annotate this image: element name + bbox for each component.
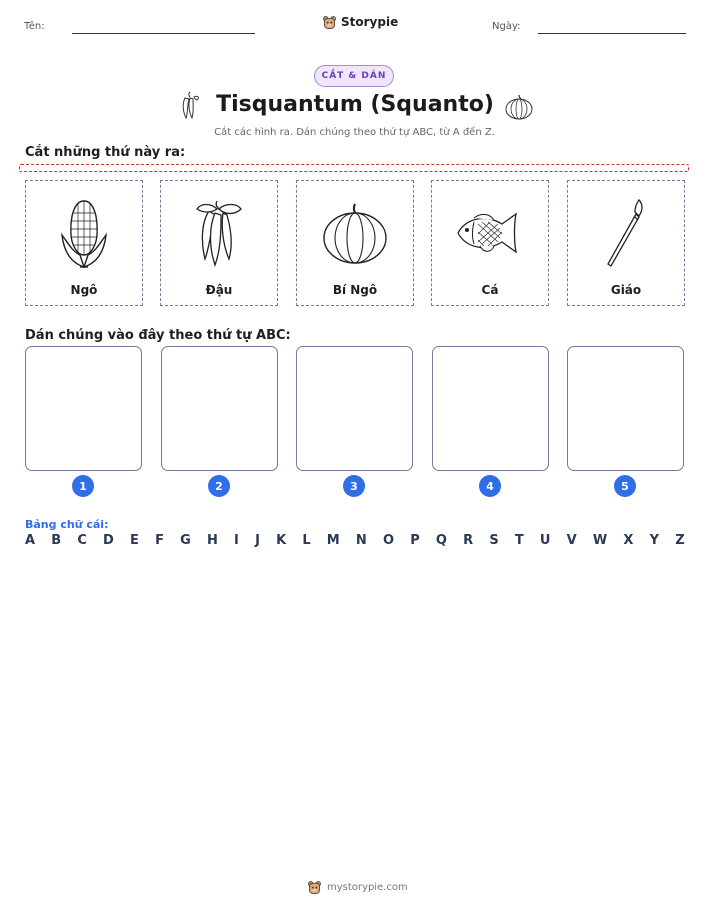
corn-icon <box>58 197 110 269</box>
alphabet-letter: V <box>566 533 577 548</box>
alphabet-letter: Y <box>649 533 660 548</box>
alphabet-label: Bảng chữ cái: <box>25 518 109 531</box>
alphabet-letter: X <box>623 533 634 548</box>
alphabet-letter: Q <box>435 533 447 548</box>
cut-card-label: Cá <box>481 283 499 297</box>
alphabet-letter: J <box>255 533 260 548</box>
cut-card-pumpkin[interactable] <box>296 180 414 306</box>
cut-card-label: Ngô <box>70 283 98 297</box>
alphabet-letter: P <box>410 533 420 548</box>
date-line[interactable] <box>538 33 686 34</box>
paste-heading: Dán chúng vào đây theo thứ tự ABC: <box>25 328 291 343</box>
alphabet-letter: R <box>463 533 474 548</box>
alphabet-letter: A <box>25 533 36 548</box>
alphabet-letter: B <box>51 533 62 548</box>
brand-logo <box>322 12 398 32</box>
paste-number-5: 5 <box>614 475 636 497</box>
fish-icon <box>454 208 526 258</box>
pumpkin-decor-icon <box>504 91 534 121</box>
name-label: Tên: <box>24 21 45 32</box>
mascot-icon <box>322 15 337 30</box>
paste-box-5[interactable] <box>567 346 684 471</box>
cut-card-label: Đậu <box>205 283 233 297</box>
alphabet-letter: O <box>382 533 395 548</box>
alphabet-row <box>25 533 685 548</box>
cut-line <box>19 164 689 172</box>
alphabet-letter: C <box>77 533 87 548</box>
alphabet-letter: W <box>592 533 608 548</box>
cut-card-fish[interactable] <box>431 180 549 306</box>
pumpkin-icon <box>321 200 389 266</box>
cut-card-corn[interactable] <box>25 180 143 306</box>
cut-card-label: Giáo <box>610 283 642 297</box>
alphabet-letter: N <box>355 533 367 548</box>
alphabet-letter: E <box>130 533 139 548</box>
alphabet-letter: U <box>539 533 551 548</box>
page-title: Tisquantum (Squanto) <box>216 92 494 117</box>
alphabet-letter: I <box>234 533 239 548</box>
alphabet-letter: L <box>302 533 311 548</box>
alphabet-letter: G <box>180 533 191 548</box>
footer-url[interactable]: mystorypie.com <box>327 882 408 893</box>
alphabet-letter: H <box>206 533 218 548</box>
alphabet-letter: S <box>489 533 499 548</box>
brand-name: Storypie <box>341 15 399 29</box>
alphabet-letter: K <box>276 533 287 548</box>
footer <box>307 880 408 895</box>
alphabet-letter: Z <box>675 533 685 548</box>
beans-icon <box>191 197 247 269</box>
spear-icon <box>601 196 651 270</box>
alphabet-letter: T <box>514 533 524 548</box>
paste-box-4[interactable] <box>432 346 549 471</box>
paste-box-2[interactable] <box>161 346 278 471</box>
paste-box-1[interactable] <box>25 346 142 471</box>
cut-heading: Cắt những thứ này ra: <box>25 145 186 160</box>
cut-card-spear[interactable] <box>567 180 685 306</box>
alphabet-letter: M <box>326 533 340 548</box>
paste-number-3: 3 <box>343 475 365 497</box>
paste-box-3[interactable] <box>296 346 413 471</box>
alphabet-letter: D <box>103 533 114 548</box>
date-label: Ngày: <box>492 21 521 32</box>
activity-badge: CẮT & DÁN <box>314 65 394 87</box>
name-line[interactable] <box>72 33 255 34</box>
beans-decor-icon <box>178 90 202 120</box>
cut-card-beans[interactable] <box>160 180 278 306</box>
alphabet-letter: F <box>155 533 164 548</box>
mascot-icon <box>307 880 322 895</box>
paste-number-1: 1 <box>72 475 94 497</box>
paste-number-4: 4 <box>479 475 501 497</box>
cut-card-label: Bí Ngô <box>332 283 378 297</box>
instructions: Cắt các hình ra. Dán chúng theo thứ tự ABC, từ A đến Z. <box>214 127 495 138</box>
paste-number-2: 2 <box>208 475 230 497</box>
